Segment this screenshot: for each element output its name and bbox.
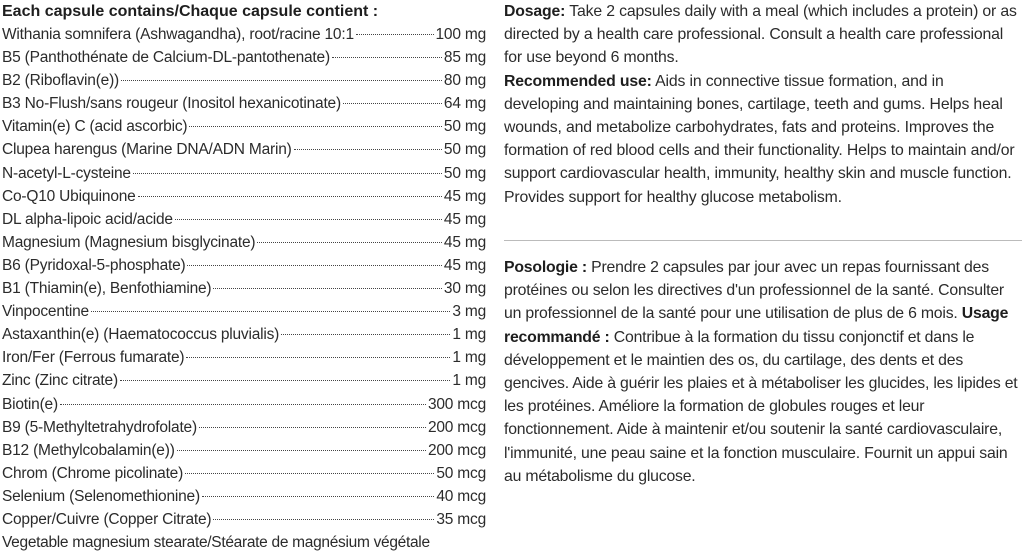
dot-leader [257,242,442,243]
ingredient-amount: 30 mg [443,280,486,298]
ingredient-list [2,0,486,554]
ingredient-row [2,138,486,161]
ingredient-name: B5 (Panthothénate de Calcium-DL-pantothenate) [2,49,330,67]
dot-leader [343,103,442,104]
ingredient-row [2,23,486,46]
ingredient-name: B2 (Riboflavin(e)) [2,72,119,90]
ingredient-amount: 200 mcg [427,418,486,436]
ingredient-name: B6 (Pyridoxal-5-phosphate) [2,256,186,274]
ingredient-name: Astaxanthin(e) (Haematococcus pluvialis) [2,326,280,344]
dosage-label: Dosage: [504,3,566,20]
usage-recommande-text: Contribue à la formation du tissu conjonctif et dans le développement et le maintien des os, du cartilage, des dents et des gencives. Aide à guérir les plaies et à métaboliser les glucides, les lipides et les protéines. Améliore la formation de globules rouges et leur fonctionnement. Aide à maintenir et/ou soutenir la santé cardiovasculaire, l'immunité, une peau saine et la fonction musculaire. Fournit un appui sain au métabolisme du glucose. [504,328,1018,485]
ingredient-name: Iron/Fer (Ferrous fumarate) [2,349,185,367]
dot-leader [202,496,434,497]
ingredient-amount: 45 mg [443,256,486,274]
ingredient-name: Clupea harengus (Marine DNA/ADN Marin) [2,141,292,159]
ingredient-name: Vitamin(e) C (acid ascorbic) [2,118,188,136]
dosage-paragraph [504,0,1022,70]
recommended-use-text: Aids in connective tissue formation, and in developing and maintaining bones, cartilage, teeth and gums. Helps heal wounds, and metabolize carbohydrates, fats and proteins. Improves the formation of red blood cells and their functionality. Helps to maintain and/or support cardiovascular health, immunity, healthy skin and muscle function. Provides support for healthy glucose metabolism. [504,72,1015,206]
ingredient-row [2,393,486,416]
ingredient-name: B12 (Methylcobalamin(e)) [2,441,175,459]
ingredient-row [2,416,486,439]
ingredient-name: Zinc (Zinc citrate) [2,372,118,390]
ingredient-amount: 50 mg [443,141,486,159]
ingredient-name: Vinpocentine [2,303,89,321]
ingredient-amount: 50 mg [443,118,486,136]
ingredient-amount: 1 mg [452,326,486,344]
dot-leader [213,519,434,520]
dot-leader [185,473,434,474]
ingredient-row [2,162,486,185]
ingredient-amount: 80 mg [443,72,486,90]
ingredient-amount: 64 mg [443,95,486,113]
section-divider [504,240,1022,241]
ingredient-row [2,115,486,138]
english-section [504,0,1022,209]
posologie-text: Prendre 2 capsules par jour avec un repas fournissant des protéines ou selon les directives d'un professionnel de la santé. Consulter un professionnel de la santé pour une utilisation de plus de 6 mois. [504,259,1004,323]
ingredient-name: Co-Q10 Ubiquinone [2,187,136,205]
ingredient-name: Magnesium (Magnesium bisglycinate) [2,233,256,251]
ingredient-amount: 35 mcg [436,510,486,528]
posologie-label: Posologie : [504,259,587,276]
ingredient-header: Each capsule contains/Chaque capsule contient : [2,3,379,20]
posologie-paragraph [504,256,1020,488]
dot-leader [175,219,442,220]
dot-leader [177,450,426,451]
ingredient-name: Withania somnifera (Ashwagandha), root/racine 10:1 [2,26,354,43]
ingredient-row [2,508,486,531]
ingredient-name: Biotin(e) [2,395,58,413]
dot-leader [187,265,441,266]
ingredient-amount: 45 mg [443,233,486,251]
ingredient-row [2,369,486,392]
ingredient-row [2,485,486,508]
dot-leader [199,427,426,428]
ingredient-name: Chrom (Chrome picolinate) [2,464,184,482]
ingredient-row [2,69,486,92]
ingredient-amount: 1 mg [452,372,486,390]
ingredient-row [2,277,486,300]
ingredient-row [2,254,486,277]
ingredient-name: B3 No-Flush/sans rougeur (Inositol hexanicotinate) [2,95,341,113]
ingredient-row [2,439,486,462]
ingredient-amount: 200 mcg [427,441,486,459]
dot-leader [356,34,434,35]
recommended-use-label: Recommended use: [504,72,652,90]
dot-leader [294,149,442,150]
dot-leader [189,126,442,127]
dot-leader [133,173,442,174]
ingredient-amount: 50 mg [443,164,486,182]
ingredient-name: N-acetyl-L-cysteine [2,164,131,182]
dot-leader [281,334,450,335]
ingredient-rows [2,23,486,531]
ingredient-row [2,92,486,115]
dot-leader [60,404,426,405]
recommended-use-paragraph [504,70,1022,209]
ingredient-amount: 45 mg [443,210,486,228]
ingredient-name: B9 (5-Methyltetrahydrofolate) [2,418,197,436]
ingredient-amount: 1 mg [452,349,486,367]
ingredient-name: Selenium (Selenomethionine) [2,487,200,505]
dot-leader [332,57,442,58]
ingredient-row [2,346,486,369]
usage-recommande-label: Usage recommandé : [504,305,1009,346]
ingredient-name: Copper/Cuivre (Copper Citrate) [2,510,212,528]
ingredient-row [2,300,486,323]
dosage-text: Take 2 capsules daily with a meal (which includes a protein) or as directed by a health care professional. Consult a health care professional for use beyond 6 months. [504,3,1017,67]
ingredient-name: DL alpha-lipoic acid/acide [2,210,173,228]
ingredient-row [2,462,486,485]
ingredient-amount: 45 mg [443,187,486,205]
ingredient-amount: 100 mg [435,26,486,43]
ingredient-name: B1 (Thiamin(e), Benfothiamine) [2,280,212,298]
dot-leader [121,80,442,81]
dot-leader [138,196,442,197]
ingredient-row [2,231,486,254]
ingredient-amount: 3 mg [452,303,486,321]
ingredient-row [2,185,486,208]
dot-leader [120,380,450,381]
ingredient-amount: 300 mcg [427,395,486,413]
dot-leader [213,288,442,289]
ingredient-row [2,323,486,346]
ingredient-footer: Vegetable magnesium stearate/Stéarate de magnésium végétale [2,534,430,552]
ingredient-amount: 85 mg [443,49,486,67]
dot-leader [91,311,450,312]
ingredient-amount: 50 mcg [436,464,486,482]
ingredient-row [2,46,486,69]
dot-leader [186,357,450,358]
french-section [504,256,1020,488]
ingredient-amount: 40 mcg [436,487,486,505]
ingredient-row [2,208,486,231]
